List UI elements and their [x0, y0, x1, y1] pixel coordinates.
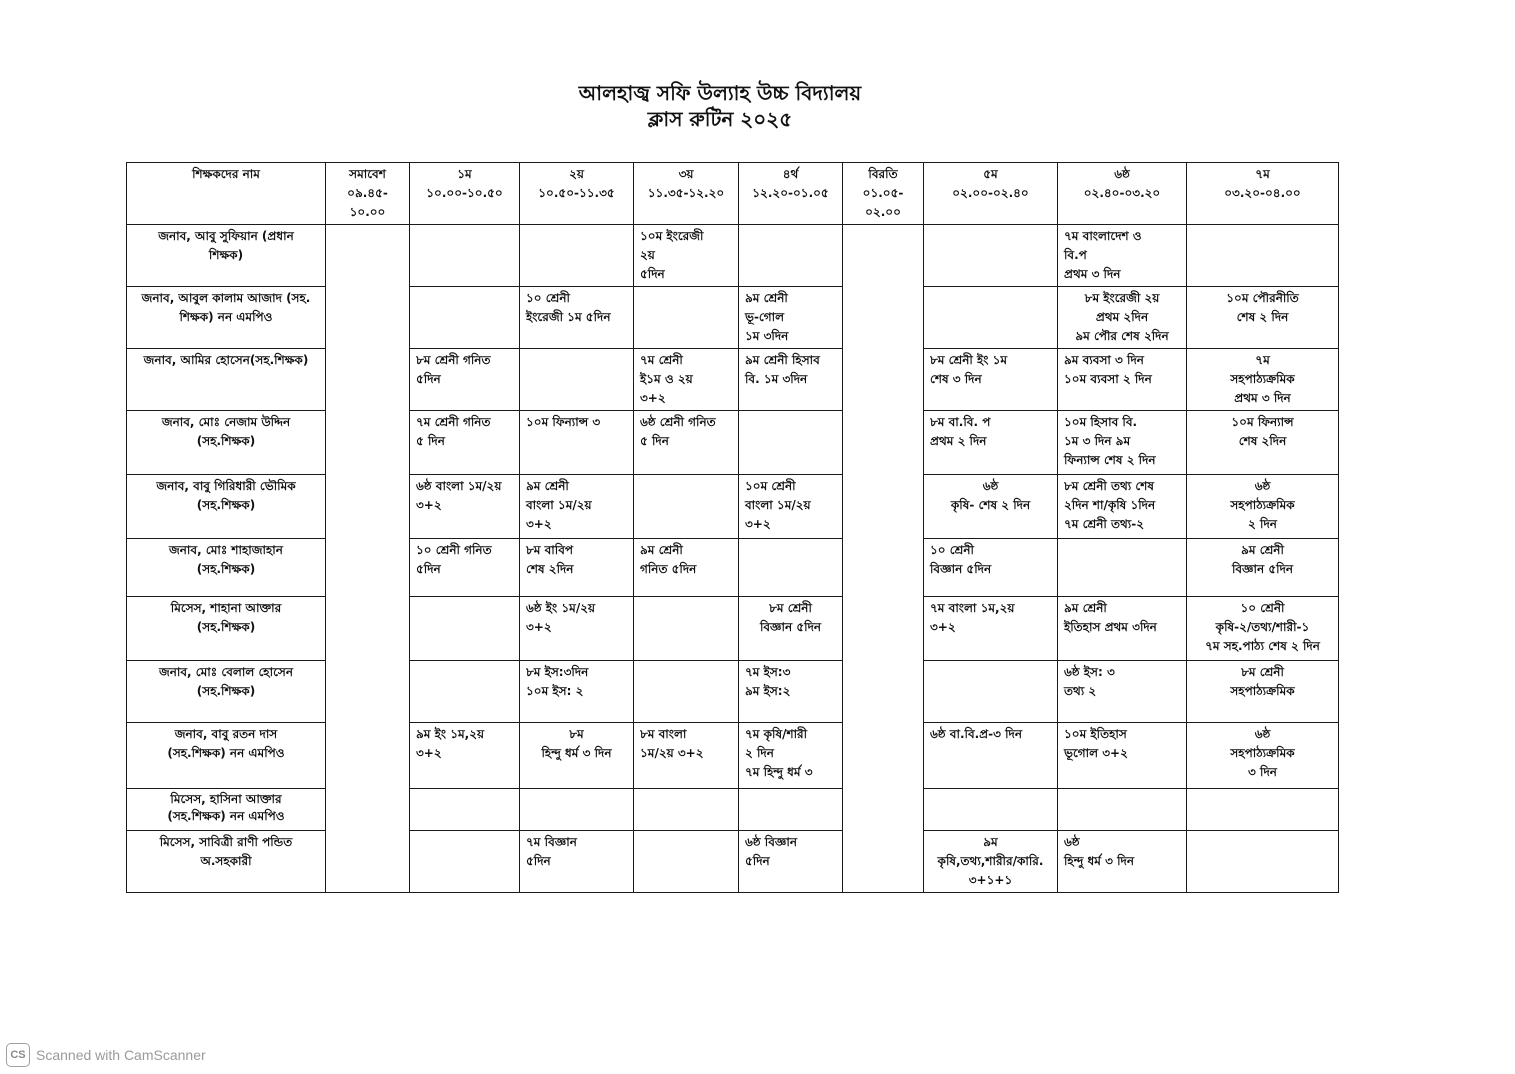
period-3-cell: [634, 661, 739, 723]
period-4-cell: ৯ম শ্রেনী ভূ-গোল ১ম ৩দিন: [739, 287, 843, 349]
period-1-cell: [410, 225, 520, 287]
table-row: [127, 539, 1339, 597]
period-2-cell: ৮ম বাবিপ শেষ ২দিন: [520, 539, 634, 597]
table-row: [127, 349, 1339, 411]
period-4-cell: ৬ষ্ঠ বিজ্ঞান ৫দিন: [739, 831, 843, 893]
period-3-cell: ৬ষ্ঠ শ্রেনী গনিত ৫ দিন: [634, 411, 739, 475]
table-row: [127, 723, 1339, 789]
teacher-name: মিসেস, সাবিত্রী রাণী পন্ডিত অ.সহকারী: [127, 831, 326, 893]
period-3-cell: ৭ম শ্রেনী ই১ম ও ২য় ৩+২: [634, 349, 739, 411]
period-7-cell: ৯ম শ্রেনী বিজ্ঞান ৫দিন: [1187, 539, 1339, 597]
teacher-name: জনাব, মোঃ বেলাল হোসেন (সহ.শিক্ষক): [127, 661, 326, 723]
period-5-cell: [924, 287, 1058, 349]
header-period-4: ৪র্থ ১২.২০-০১.০৫: [739, 163, 843, 225]
period-4-cell: [739, 539, 843, 597]
period-3-cell: ৯ম শ্রেনী গনিত ৫দিন: [634, 539, 739, 597]
period-3-cell: [634, 831, 739, 893]
period-7-cell: [1187, 789, 1339, 831]
table-row: [127, 661, 1339, 723]
period-7-cell: ১০ম পৌরনীতি শেষ ২ দিন: [1187, 287, 1339, 349]
header-period-6: ৬ষ্ঠ ০২.৪০-০৩.২০: [1058, 163, 1187, 225]
period-4-cell: ৭ম কৃষি/শারী ২ দিন ৭ম হিন্দু ধর্ম ৩: [739, 723, 843, 789]
period-7-cell: ১০ শ্রেনী কৃষি-২/তথ্য/শারী-১ ৭ম সহ.পাঠ্য শেষ ২ দিন: [1187, 597, 1339, 661]
period-2-cell: ৮ম ইস:৩দিন ১০ম ইস: ২: [520, 661, 634, 723]
teacher-name: মিসেস, শাহানা আক্তার (সহ.শিক্ষক): [127, 597, 326, 661]
period-5-cell: [924, 225, 1058, 287]
header-period-2: ২য় ১০.৫০-১১.৩৫: [520, 163, 634, 225]
teacher-name: মিসেস, হাসিনা আক্তার (সহ.শিক্ষক) নন এমপিও: [127, 789, 326, 831]
table-row: [127, 225, 1339, 287]
period-4-cell: [739, 225, 843, 287]
header-teacher-name: শিক্ষকদের নাম: [127, 163, 326, 225]
period-2-cell: ৮ম হিন্দু ধর্ম ৩ দিন: [520, 723, 634, 789]
period-7-cell: ৮ম শ্রেনী সহপাঠ্যক্রমিক: [1187, 661, 1339, 723]
table-row: [127, 411, 1339, 475]
period-3-cell: ১০ম ইংরেজী ২য় ৫দিন: [634, 225, 739, 287]
period-7-cell: [1187, 831, 1339, 893]
period-6-cell: ১০ম হিসাব বি. ১ম ৩ দিন ৯ম ফিন্যান্স শেষ ২ দিন: [1058, 411, 1187, 475]
period-1-cell: [410, 789, 520, 831]
table-row: [127, 597, 1339, 661]
teacher-name: জনাব, আমির হোসেন(সহ.শিক্ষক): [127, 349, 326, 411]
period-2-cell: [520, 789, 634, 831]
school-name: আলহাজ্ব সফি উল্যাহ উচ্চ বিদ্যালয়: [578, 81, 862, 105]
period-6-cell: ১০ম ইতিহাস ভূগোল ৩+২: [1058, 723, 1187, 789]
header-row: [127, 163, 1339, 225]
period-1-cell: [410, 597, 520, 661]
header-break: বিরতি ০১.০৫- ০২.০০: [843, 163, 924, 225]
period-1-cell: [410, 661, 520, 723]
teacher-name: জনাব, আবু সুফিয়ান (প্রধান শিক্ষক): [127, 225, 326, 287]
document-header: [0, 80, 1440, 132]
period-5-cell: [924, 789, 1058, 831]
table-row: [127, 831, 1339, 893]
table-row: [127, 789, 1339, 831]
period-2-cell: ৭ম বিজ্ঞান ৫দিন: [520, 831, 634, 893]
header-period-7: ৭ম ০৩.২০-০৪.০০: [1187, 163, 1339, 225]
period-1-cell: ৬ষ্ঠ বাংলা ১ম/২য় ৩+২: [410, 475, 520, 539]
scanner-watermark-text: Scanned with CamScanner: [36, 1047, 206, 1063]
header-period-5: ৫ম ০২.০০-০২.৪০: [924, 163, 1058, 225]
period-7-cell: [1187, 225, 1339, 287]
period-2-cell: ১০ শ্রেনী ইংরেজী ১ম ৫দিন: [520, 287, 634, 349]
period-4-cell: ৯ম শ্রেনী হিসাব বি. ১ম ৩দিন: [739, 349, 843, 411]
period-5-cell: ৬ষ্ঠ বা.বি.প্র-৩ দিন: [924, 723, 1058, 789]
break-cell: [843, 225, 924, 893]
assembly-cell: [326, 225, 410, 893]
period-3-cell: ৮ম বাংলা ১ম/২য় ৩+২: [634, 723, 739, 789]
camscanner-logo-icon: CS: [6, 1043, 30, 1067]
period-1-cell: ১০ শ্রেনী গনিত ৫দিন: [410, 539, 520, 597]
period-7-cell: ৭ম সহপাঠ্যক্রমিক প্রথম ৩ দিন: [1187, 349, 1339, 411]
period-4-cell: ৮ম শ্রেনী বিজ্ঞান ৫দিন: [739, 597, 843, 661]
period-1-cell: [410, 831, 520, 893]
period-3-cell: [634, 287, 739, 349]
period-6-cell: ৯ম শ্রেনী ইতিহাস প্রথম ৩দিন: [1058, 597, 1187, 661]
period-1-cell: ৭ম শ্রেনী গনিত ৫ দিন: [410, 411, 520, 475]
period-4-cell: ৭ম ইস:৩ ৯ম ইস:২: [739, 661, 843, 723]
teacher-name: জনাব, বাবু গিরিধারী ভৌমিক (সহ.শিক্ষক): [127, 475, 326, 539]
period-3-cell: [634, 475, 739, 539]
period-1-cell: ৯ম ইং ১ম,২য় ৩+২: [410, 723, 520, 789]
header-period-1: ১ম ১০.০০-১০.৫০: [410, 163, 520, 225]
period-1-cell: [410, 287, 520, 349]
period-4-cell: [739, 789, 843, 831]
table-row: [127, 287, 1339, 349]
period-4-cell: ১০ম শ্রেনী বাংলা ১ম/২য় ৩+২: [739, 475, 843, 539]
period-6-cell: ৭ম বাংলাদেশ ও বি.প প্রথম ৩ দিন: [1058, 225, 1187, 287]
period-1-cell: ৮ম শ্রেনী গনিত ৫দিন: [410, 349, 520, 411]
period-5-cell: ৮ম শ্রেনী ইং ১ম শেষ ৩ দিন: [924, 349, 1058, 411]
period-3-cell: [634, 597, 739, 661]
teacher-name: জনাব, বাবু রতন দাস (সহ.শিক্ষক) নন এমপিও: [127, 723, 326, 789]
period-2-cell: ৬ষ্ঠ ইং ১ম/২য় ৩+২: [520, 597, 634, 661]
period-7-cell: ৬ষ্ঠ সহপাঠ্যক্রমিক ২ দিন: [1187, 475, 1339, 539]
teacher-name: জনাব, মোঃ শাহাজাহান (সহ.শিক্ষক): [127, 539, 326, 597]
period-6-cell: ৬ষ্ঠ ইস: ৩ তথ্য ২: [1058, 661, 1187, 723]
period-6-cell: ৮ম ইংরেজী ২য় প্রথম ২দিন ৯ম পৌর শেষ ২দিন: [1058, 287, 1187, 349]
period-5-cell: ৭ম বাংলা ১ম,২য় ৩+২: [924, 597, 1058, 661]
header-period-3: ৩য় ১১.৩৫-১২.২০: [634, 163, 739, 225]
period-2-cell: ১০ম ফিন্যান্স ৩: [520, 411, 634, 475]
period-6-cell: ৬ষ্ঠ হিন্দু ধর্ম ৩ দিন: [1058, 831, 1187, 893]
class-routine-table: [126, 162, 1339, 893]
period-5-cell: ৬ষ্ঠ কৃষি- শেষ ২ দিন: [924, 475, 1058, 539]
period-6-cell: ৯ম ব্যবসা ৩ দিন ১০ম ব্যবসা ২ দিন: [1058, 349, 1187, 411]
table-row: [127, 475, 1339, 539]
period-5-cell: ৯ম কৃষি,তথ্য,শারীর/কারি. ৩+১+১: [924, 831, 1058, 893]
teacher-name: জনাব, আবুল কালাম আজাদ (সহ. শিক্ষক) নন এমপিও: [127, 287, 326, 349]
period-6-cell: [1058, 539, 1187, 597]
period-2-cell: [520, 225, 634, 287]
header-assembly: সমাবেশ ০৯.৪৫- ১০.০০: [326, 163, 410, 225]
period-7-cell: ৬ষ্ঠ সহপাঠ্যক্রমিক ৩ দিন: [1187, 723, 1339, 789]
teacher-name: জনাব, মোঃ নেজাম উদ্দিন (সহ.শিক্ষক): [127, 411, 326, 475]
period-3-cell: [634, 789, 739, 831]
period-6-cell: [1058, 789, 1187, 831]
period-6-cell: ৮ম শ্রেনী তথ্য শেষ ২দিন শা/কৃষি ১দিন ৭ম শ্রেনী তথ্য-২: [1058, 475, 1187, 539]
period-2-cell: [520, 349, 634, 411]
period-5-cell: ১০ শ্রেনী বিজ্ঞান ৫দিন: [924, 539, 1058, 597]
period-4-cell: [739, 411, 843, 475]
routine-title: ক্লাস রুটিন ২০২৫: [647, 107, 793, 131]
period-2-cell: ৯ম শ্রেনী বাংলা ১ম/২য় ৩+২: [520, 475, 634, 539]
scanner-watermark: [6, 1043, 206, 1067]
period-5-cell: ৮ম বা.বি. প প্রথম ২ দিন: [924, 411, 1058, 475]
period-7-cell: ১০ম ফিন্যান্স শেষ ২দিন: [1187, 411, 1339, 475]
period-5-cell: [924, 661, 1058, 723]
